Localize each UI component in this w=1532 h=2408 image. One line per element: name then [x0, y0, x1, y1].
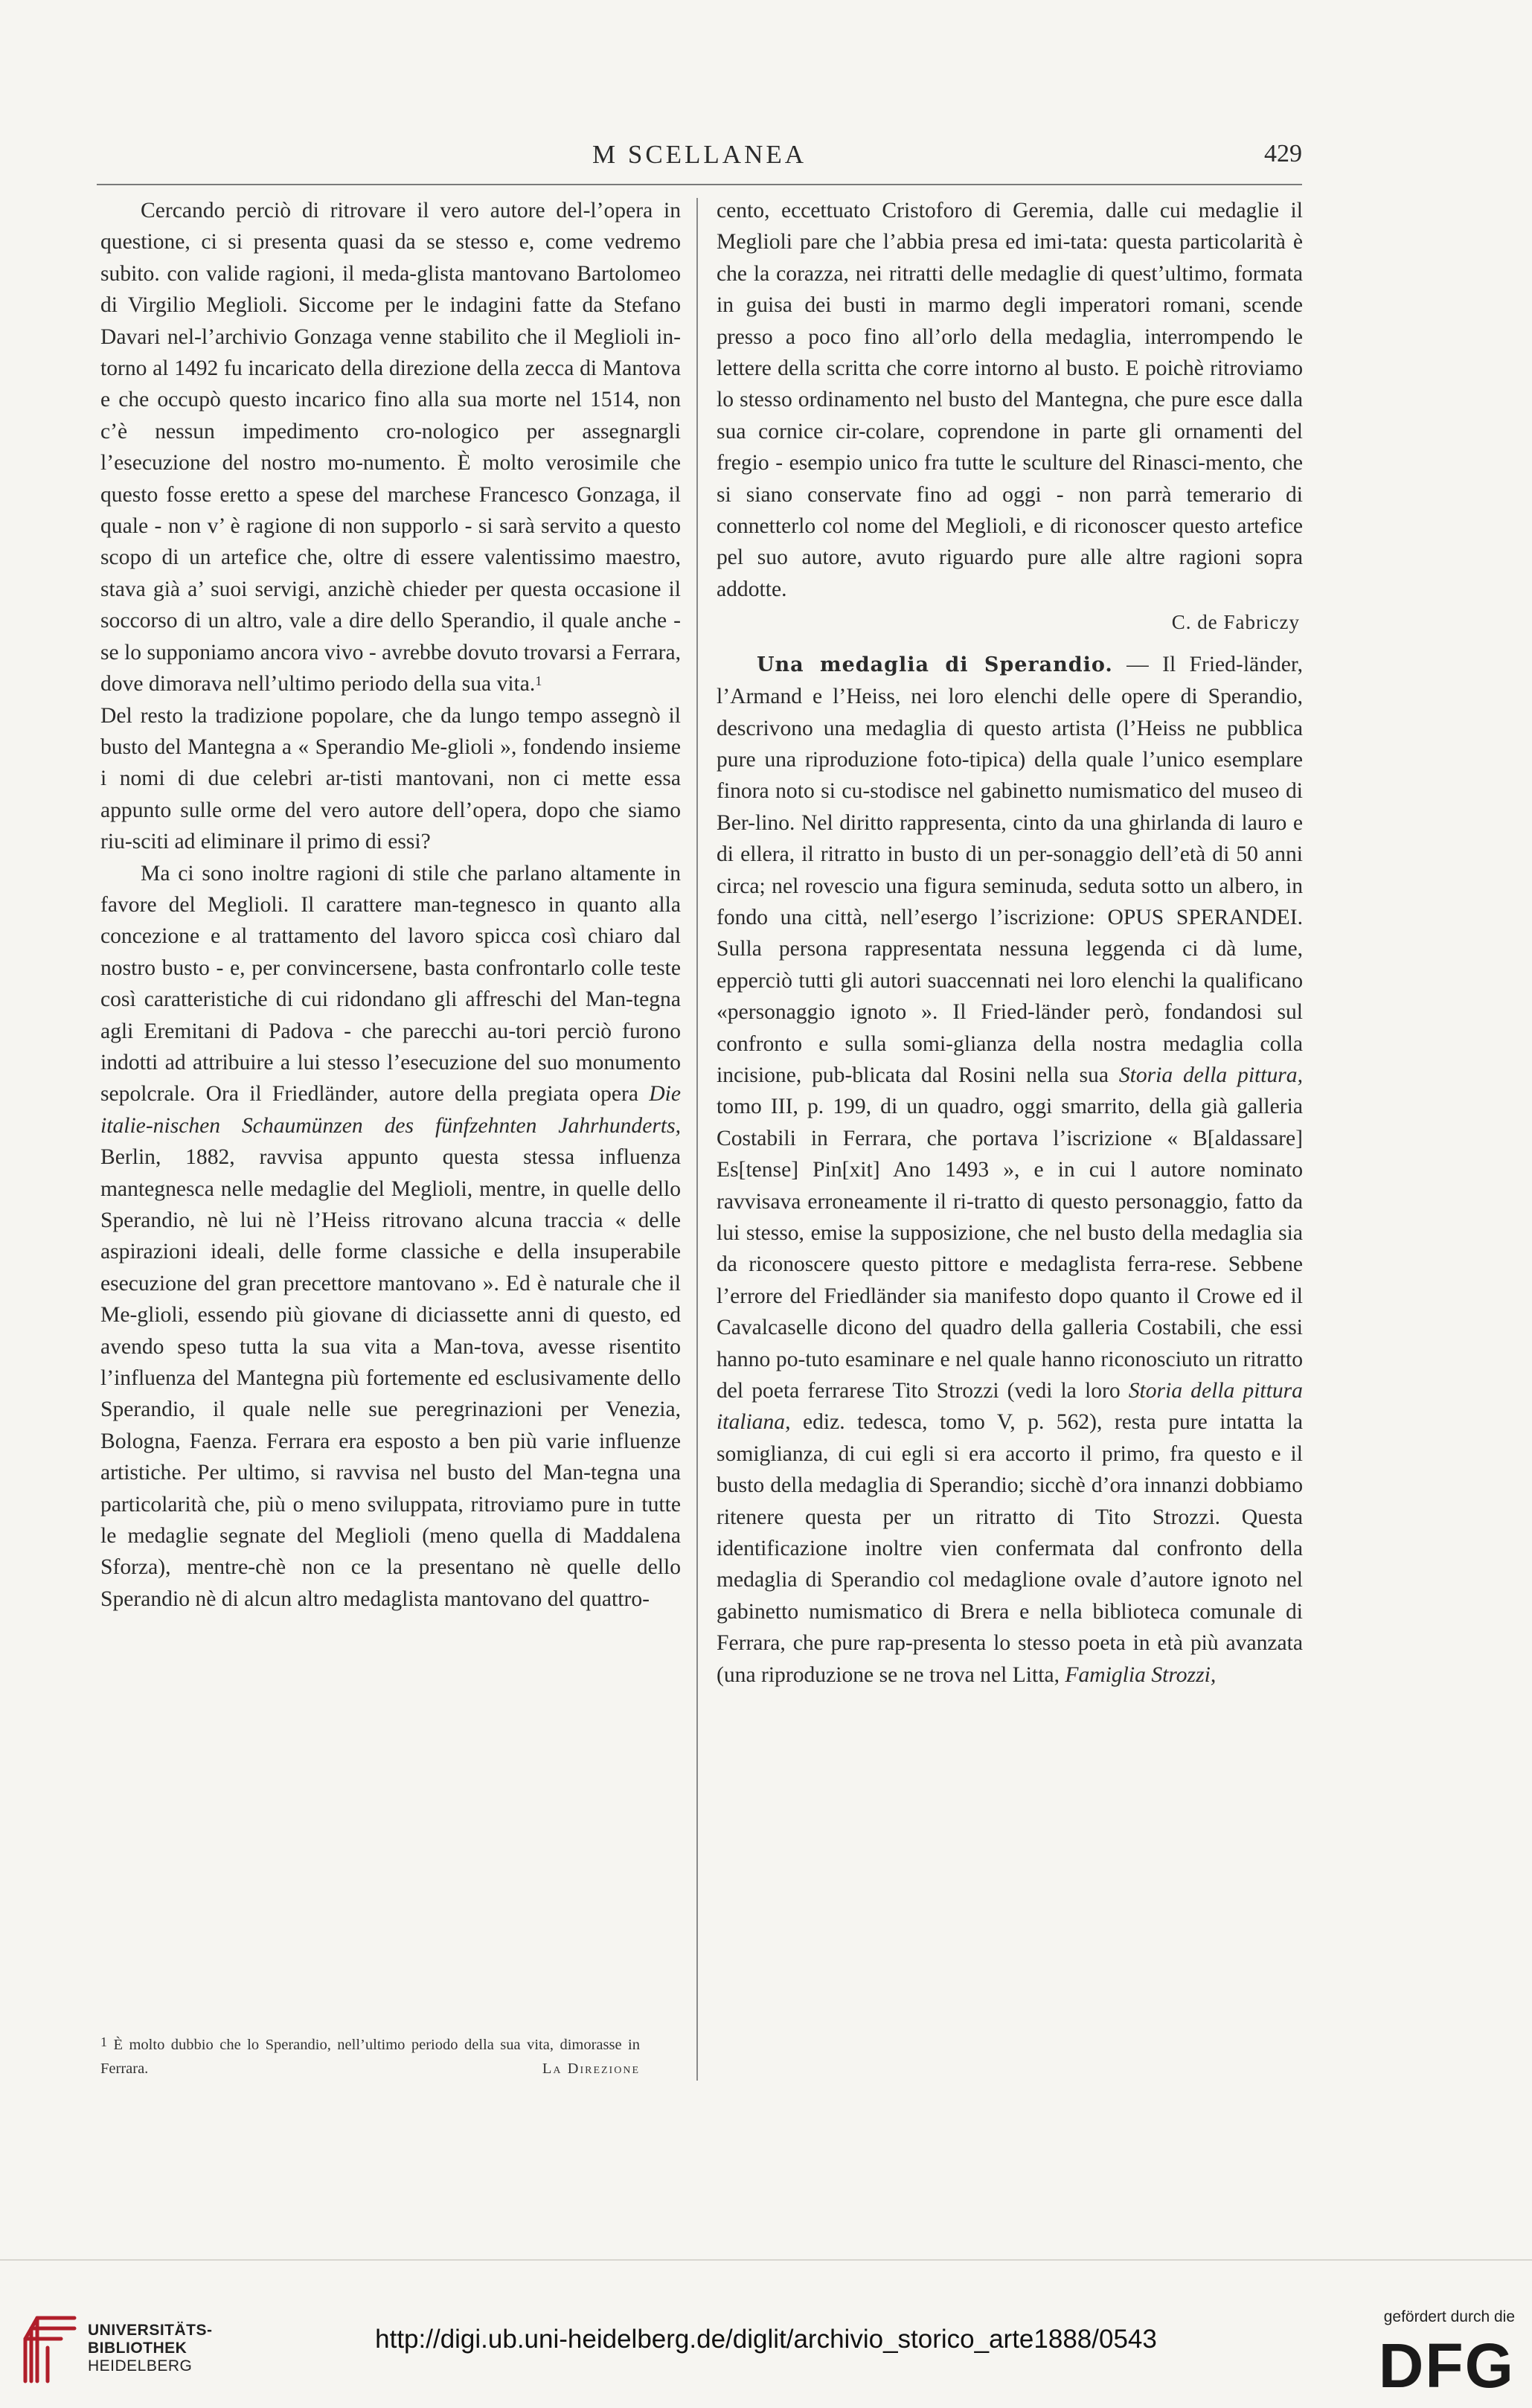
- right-column: [717, 195, 1303, 1691]
- paragraph: [100, 858, 681, 1616]
- paragraph: [100, 195, 681, 700]
- running-header: [97, 140, 1302, 177]
- section-title: Una medaglia di Sperandio.: [757, 653, 1113, 676]
- library-name-line: HEIDELBERG: [88, 2357, 193, 2375]
- paragraph-text: ediz. tedesca, tomo V, p. 562), resta pure intatta la somiglianza, di cui egli si era accorto il primo, fra questo e il busto della medaglia di Sperandio; sicchè d’ora innanzi dobbiamo ritenere questa per un ritratto di Tito Strozzi. Questa identificazione inoltre vien confermata dal confronto della medaglia di Sperandio col medaglione ovale d’autore ignoto nel gabinetto numismatico di Brera e nella biblioteca comunale di Ferrara, che pure rap-presenta lo stesso poeta in età più avanzata (una riproduzione se ne trova nel Litta,: [717, 1410, 1303, 1687]
- header-rule: [97, 184, 1302, 185]
- author-signature: C. de Fabriczy: [1171, 611, 1300, 634]
- paragraph-text: Berlin, 1882, ravvisa appunto questa stessa influenza mantegnesca nelle medaglie del Meglioli, mentre, in quelle dello Sperandio, nè lui nè l’Heiss ritrovano alcuna traccia « delle aspirazioni ideali, delle forme classiche e della insuperabile esecuzione del gran precettore mantovano ». Ed è naturale che il Me-glioli, essendo più giovane di diciassette anni di questo, ed avendo speso tutta la sua vita a Man-tova, avesse risentito l’influenza del Mantegna più fortemente ed esclusivamente dello Sperandio, il quale nelle sue peregrinazioni per Venezia, Bologna, Faenza. Ferrara era esposto a ben più varie influenze artistiche. Per ultimo, si ravvisa nel busto del Man-tegna una particolarità che, più o meno sviluppata, ritroviamo pure in tutte le medaglie segnate del Meglioli (meno quella di Maddalena Sforza), mentre-chè non ce la presentano nè quelle dello Sperandio nè di alcun altro medaglista mantovano del quattro-: [100, 1145, 681, 1611]
- paragraph: Del resto la tradizione popolare, che da lungo tempo assegnò il busto del Mantegna a « Sperandio Me-glioli », fondendo insieme i nomi di due celebri ar-tisti mantovani, non ci mette essa appunto sulle orme del vero autore dell’opera, dopo che siamo riu-sciti ad eliminare il primo di essi?: [100, 703, 681, 854]
- book-title: Die italie-nischen Schaumünzen des fünfzehnten Jahrhunderts,: [100, 1082, 681, 1138]
- library-name-line: UNIVERSITÄTS-: [88, 2322, 213, 2339]
- book-title: Storia della pittura,: [1118, 1063, 1303, 1087]
- footnote-marker: 1: [535, 673, 542, 689]
- funder-label: gefördert durch die: [1383, 2308, 1515, 2325]
- footnote-signature: La Direzione: [542, 2060, 640, 2077]
- paragraph: [717, 649, 1303, 1691]
- book-title: Famiglia Strozzi,: [1065, 1662, 1217, 1687]
- footer-divider: [0, 2259, 1532, 2261]
- paragraph-text: Cercando perciò di ritrovare il vero autore del-l’opera in questione, ci si presenta quasi da se stesso e, come vedremo subito. con valide ragioni, il meda-glista mantovano Bartolomeo di Virgilio Meglioli. Siccome per le indagini fatte da Stefano Davari nel-l’archivio Gonzaga venne stabilito che il Meglioli in-torno al 1492 fu incaricato della direzione della zecca di Mantova e che occupò questo incarico fino alla sua morte nel 1514, non c’è nessun impedimento cro-nologico per assegnargli l’esecuzione del nostro mo-numento. È molto verosimile che questo fosse eretto a spese del marchese Francesco Gonzaga, il quale - non v’ è ragione di non supporlo - si sarà servito a questo scopo di un artefice che, oltre di essere valentissimo maestro, stava già a’ suoi servigi, anzichè chieder per questa occasione il soccorso di un altro, vale a dire dello Sperandio, il quale anche - se lo supponiamo ancora vivo - avrebbe dovuto trovarsi a Ferrara, dove dimorava nell’ultimo periodo della sua vita.: [100, 199, 681, 697]
- paragraph: cento, eccettuato Cristoforo di Geremia, dalle cui medaglie il Meglioli pare che l’abbia presa ed imi-tata: questa particolarità è che la corazza, nei ritratti delle medaglie di quest’ultimo, formata in guisa dei busti in marmo degli imperatori romani, scende presso a poco fino all’orlo della medaglia, interrompendo le lettere della scritta che corre intorno al busto. E poichè ritroviamo lo stesso ordinamento nel busto del Mantegna, che pure esce dalla sua cornice cir-colare, coprendone in parte gli ornamenti del fregio - esempio unico fra tutte le sculture del Rinasci-mento, che si siano conservate fino ad oggi - non parrà temerario di connetterlo col nome del Meglioli, e di riconoscer questo artefice pel suo autore, avuto riguardo pure alle altre ragioni sopra addotte.: [717, 199, 1303, 601]
- library-name-line: BIBLIOTHEK: [88, 2340, 188, 2357]
- paragraph-text: — Il Fried-länder, l’Armand e l’Heiss, nei loro elenchi delle opere di Sperandio, descrivono una medaglia di questo artista (l’Heiss ne pubblica pure una riproduzione foto-tipica) della quale l’unico esemplare finora noto si cu-stodisce nel gabinetto numismatico del museo di Ber-lino. Nel diritto rappresenta, cinto da una ghirlanda di lauro e di ellera, il ritratto in busto di un per-sonaggio dell’età di 50 anni circa; nel rovescio una figura seminuda, seduta sotto un albero, in fondo una città, nell’esergo l’iscrizione: OPUS SPERANDEI. Sulla persona rappresentata nessuna leggenda ci dà lume, epperciò tutti gli autori suaccennati nei loro elenchi la qualificano «personaggio ignoto ». Il Fried-länder però, fondandosi sul confronto e sulla somi-glianza della nostra medaglia colla incisione, pub-blicata dal Rosini nella sua: [717, 652, 1303, 1087]
- running-title: M SCELLANEA: [592, 140, 807, 169]
- dfg-logo-text: DFG: [1378, 2331, 1515, 2396]
- source-url-link[interactable]: http://digi.ub.uni-heidelberg.de/diglit/archivio_storico_arte1888/0543: [375, 2325, 1157, 2354]
- left-column: [100, 195, 681, 1615]
- paragraph-text: tomo III, p. 199, di un quadro, oggi smarrito, della già galleria Costabili in Ferrara, che portava l’iscrizione « B[aldassare] Es[tense] Pin[xit] Ano 1493 », e in cui l autore nominato ravvisava erroneamente il ri-tratto di questo personaggio, fatto da lui stesso, emise la supposizione, che nel busto della medaglia sia da riconoscere questo pittore e medaglista ferra-rese. Sebbene l’errore del Friedländer sia manifesto dopo quanto il Crowe ed il Cavalcaselle dicono del quadro della galleria Costabili, che essi hanno po-tuto esaminare e nel quale hanno riconosciuto un ritratto del poeta ferrarese Tito Strozzi (vedi la loro: [717, 1095, 1303, 1403]
- footnote: [100, 2033, 640, 2081]
- paragraph-text: Ma ci sono inoltre ragioni di stile che parlano altamente in favore del Meglioli. Il carattere man-tegnesco in quanto alla concezione e al trattamento del lavoro spicca così chiaro dal nostro busto - e, per convincersene, basta confrontarlo colle teste così caratteristiche di cui ridondano gli affreschi del Man-tegna agli Eremitani di Padova - che parecchi au-tori perciò furono indotti ad attribuire a lui stesso l’esecuzione del suo monumento sepolcrale. Ora il Friedländer, autore della pregiata opera: [100, 861, 681, 1107]
- dfg-logo-icon: [1366, 2329, 1515, 2396]
- column-divider: [696, 198, 698, 2081]
- footnote-text: È molto dubbio che lo Sperandio, nell’ultimo periodo della sua vita, dimorasse in Ferrara.: [100, 2037, 641, 2077]
- footnote-number: 1: [100, 2034, 107, 2049]
- page-number: 429: [1264, 140, 1302, 167]
- book-title: Storia della pittura italiana,: [717, 1379, 1303, 1435]
